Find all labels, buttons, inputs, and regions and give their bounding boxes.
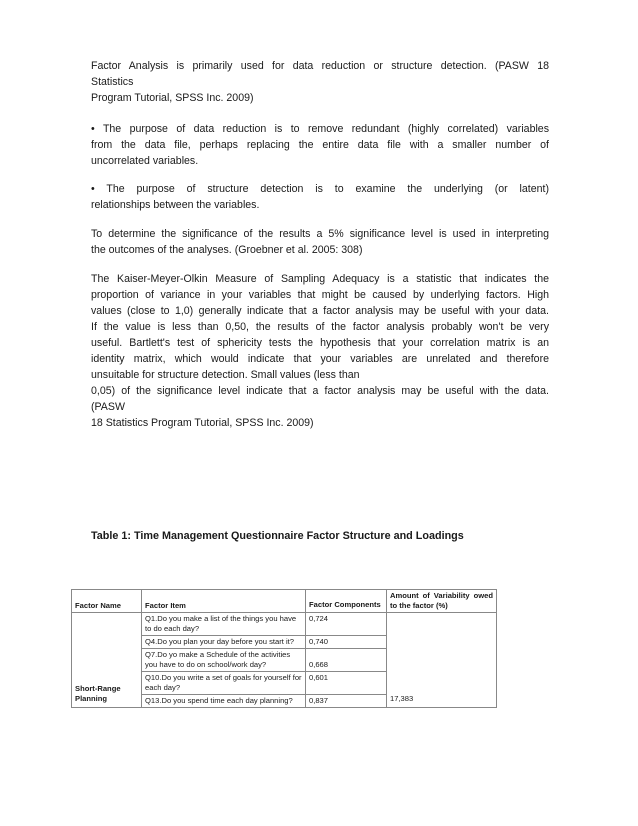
text-line: Program Tutorial, SPSS Inc. 2009) bbox=[91, 92, 254, 104]
table-title: Table 1: Time Management Questionnaire Factor Structure and Loadings bbox=[91, 530, 464, 542]
header-factor-name: Factor Name bbox=[72, 590, 142, 613]
text-line: useful. Bartlett's test of sphericity tests the hypothesis that your correlation matrix is an bbox=[91, 337, 549, 349]
factor-item-cell: Q1.Do you make a list of the things you have to do each day? bbox=[142, 613, 306, 636]
factor-component-cell: 0,740 bbox=[306, 636, 387, 649]
text-line: uncorrelated variables. bbox=[91, 155, 199, 167]
factor-item-cell: Q10.Do you write a set of goals for yourself for each day? bbox=[142, 672, 306, 695]
table-header-row bbox=[72, 590, 497, 613]
paragraph-data-reduction bbox=[91, 121, 549, 169]
text-line: unsuitable for structure detection. Small values (less than bbox=[91, 369, 360, 381]
text-line: (PASW bbox=[91, 401, 125, 413]
text-line: values (close to 1,0) generally indicate that a factor analysis may be useful with your data. bbox=[91, 305, 549, 317]
factor-loadings-table bbox=[71, 589, 497, 708]
text-line: Factor Analysis is primarily used for data reduction or structure detection. (PASW 18 bbox=[91, 60, 549, 72]
header-factor-components: Factor Components bbox=[306, 590, 387, 613]
text-line: identity matrix, which would indicate that your variables are unrelated and therefore bbox=[91, 353, 549, 365]
text-line: The Kaiser-Meyer-Olkin Measure of Sampling Adequacy is a statistic that indicates the bbox=[91, 273, 549, 285]
text-line: To determine the significance of the results a 5% significance level is used in interpreting bbox=[91, 228, 549, 240]
factor-item-cell: Q4.Do you plan your day before you start it? bbox=[142, 636, 306, 649]
text-line: from the data file, perhaps replacing the entire data file with a smaller number of bbox=[91, 139, 549, 151]
text-line: • The purpose of data reduction is to remove redundant (highly correlated) variables bbox=[91, 123, 549, 135]
text-line: If the value is less than 0,50, the results of the factor analysis probably won't be very bbox=[91, 321, 549, 333]
paragraph-structure-detection bbox=[91, 181, 549, 213]
factor-component-cell: 0,724 bbox=[306, 613, 387, 636]
factor-component-cell: 0,601 bbox=[306, 672, 387, 695]
text-line: • The purpose of structure detection is to examine the underlying (or latent) bbox=[91, 183, 549, 195]
text-line: the outcomes of the analyses. (Groebner et al. 2005: 308) bbox=[91, 244, 363, 256]
factor-item-cell: Q13.Do you spend time each day planning? bbox=[142, 695, 306, 708]
paragraph-kmo-bartlett bbox=[91, 271, 549, 431]
text-line: 0,05) of the significance level indicate that a factor analysis may be useful with the data. bbox=[91, 385, 549, 397]
header-factor-item: Factor Item bbox=[142, 590, 306, 613]
text-line: Statistics bbox=[91, 76, 134, 88]
paragraph-significance bbox=[91, 226, 549, 258]
table-row bbox=[72, 613, 497, 636]
variability-cell: 17,383 bbox=[387, 613, 497, 708]
factor-name-cell: Short-Range Planning bbox=[72, 613, 142, 708]
factor-component-cell: 0,837 bbox=[306, 695, 387, 708]
factor-component-cell: 0,668 bbox=[306, 649, 387, 672]
text-line: relationships between the variables. bbox=[91, 199, 260, 211]
text-line: proportion of variance in your variables that might be caused by underlying factors. High bbox=[91, 289, 549, 301]
header-variability: Amount of Variability owed to the factor (%) bbox=[387, 590, 497, 613]
text-line: 18 Statistics Program Tutorial, SPSS Inc. 2009) bbox=[91, 417, 314, 429]
paragraph-factor-analysis bbox=[91, 58, 549, 106]
factor-item-cell: Q7.Do yo make a Schedule of the activities you have to do on school/work day? bbox=[142, 649, 306, 672]
